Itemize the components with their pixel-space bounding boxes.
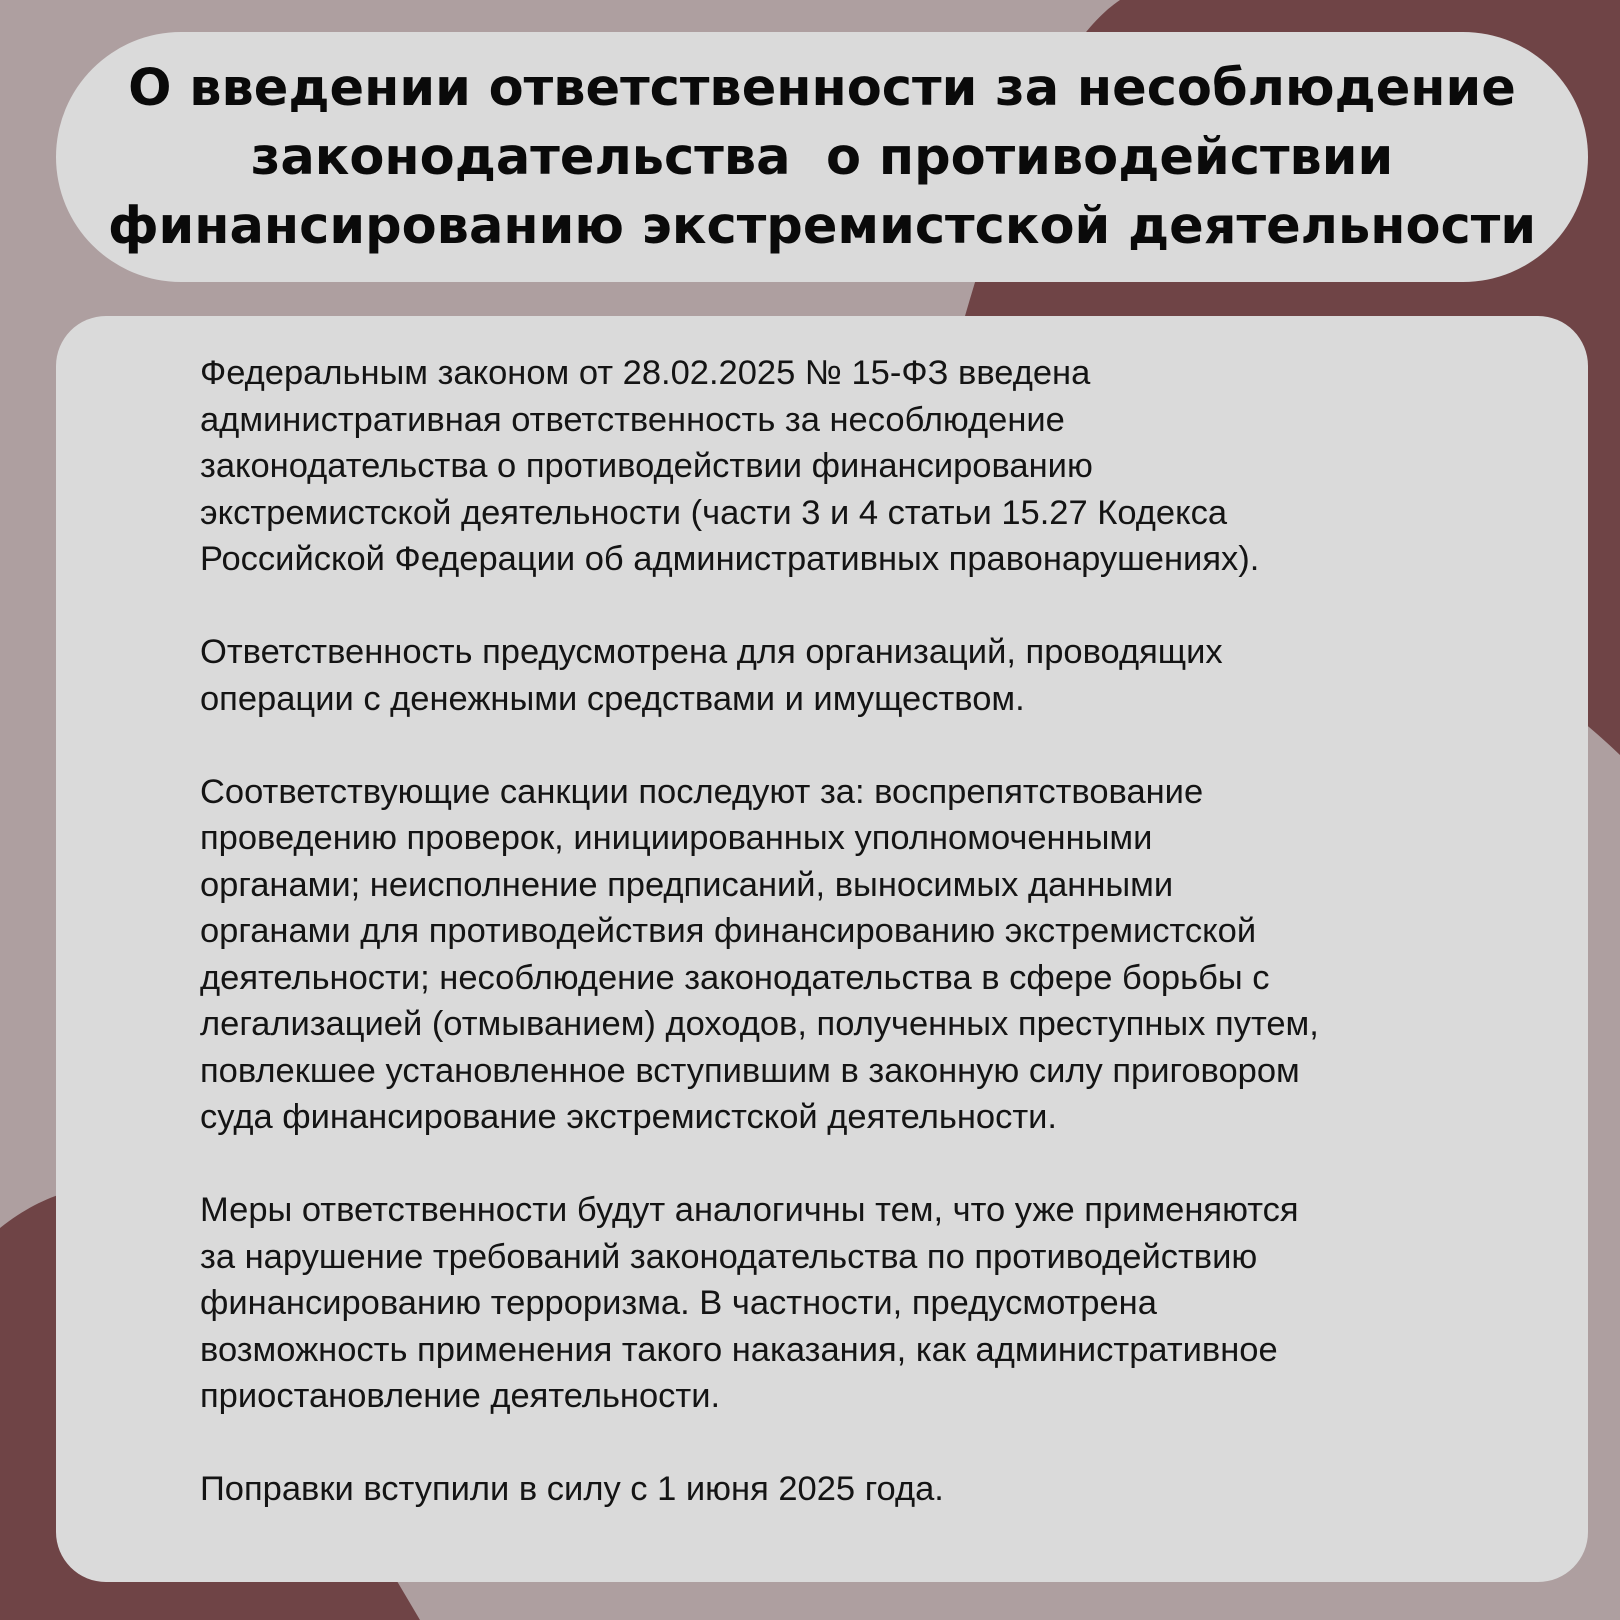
text-line: суда финансирование экстремистской деятельности. bbox=[200, 1098, 1057, 1136]
text-line: Ответственность предусмотрена для организаций, проводящих bbox=[200, 633, 1223, 671]
text-line: операции с денежными средствами и имуществом. bbox=[200, 679, 1025, 718]
text-line: Меры ответственности будут аналогичны тем, что уже применяются bbox=[200, 1191, 1299, 1229]
text-line: приостановление деятельности. bbox=[200, 1377, 721, 1415]
text-line: Поправки вступили в силу с 1 июня 2025 года. bbox=[200, 1470, 944, 1508]
paragraph-measures bbox=[200, 1187, 1468, 1420]
text-line: проведению проверок, инициированных уполномоченными bbox=[200, 819, 1153, 857]
text-line: Российской Федерации об административных правонарушениях). bbox=[200, 540, 1260, 578]
paragraph-responsibility-scope bbox=[200, 629, 1468, 722]
title-banner bbox=[56, 32, 1588, 282]
text-line: экстремистской деятельности (части 3 и 4 статьи 15.27 Кодекса bbox=[200, 493, 1228, 532]
text-line: органами; неисполнение предписаний, выносимых данными bbox=[200, 865, 1174, 904]
paragraph-sanctions bbox=[200, 769, 1468, 1141]
text-line: Федеральным законом от 28.02.2025 № 15-ФЗ введена bbox=[200, 354, 1091, 392]
text-line: возможность применения такого наказания, как административное bbox=[200, 1330, 1278, 1369]
text-line: повлекшее установленное вступившим в законную силу приговором bbox=[200, 1051, 1300, 1090]
paragraph-effective-date bbox=[200, 1466, 1468, 1513]
title-line-3: финансированию экстремистской деятельности bbox=[107, 196, 1537, 256]
text-line: финансированию терроризма. В частности, предусмотрена bbox=[200, 1284, 1157, 1322]
text-line: Соответствующие санкции последуют за: воспрепятствование bbox=[200, 772, 1204, 811]
text-line: легализацией (отмыванием) доходов, полученных преступных путем, bbox=[200, 1005, 1319, 1043]
text-line: деятельности; несоблюдение законодательства в сфере борьбы с bbox=[200, 958, 1270, 997]
text-line: органами для противодействия финансированию экстремистской bbox=[200, 912, 1257, 950]
title-line-1: О введении ответственности за несоблюдение bbox=[128, 58, 1516, 118]
content-card bbox=[56, 316, 1588, 1582]
paragraph-law-intro bbox=[200, 350, 1468, 583]
text-line: за нарушение требований законодательства по противодействию bbox=[200, 1237, 1258, 1276]
title-line-2: законодательства о противодействии bbox=[250, 127, 1394, 187]
text-line: административная ответственность за несоблюдение bbox=[200, 400, 1065, 439]
text-line: законодательства о противодействии финансированию bbox=[200, 447, 1093, 485]
page-title bbox=[108, 54, 1536, 261]
